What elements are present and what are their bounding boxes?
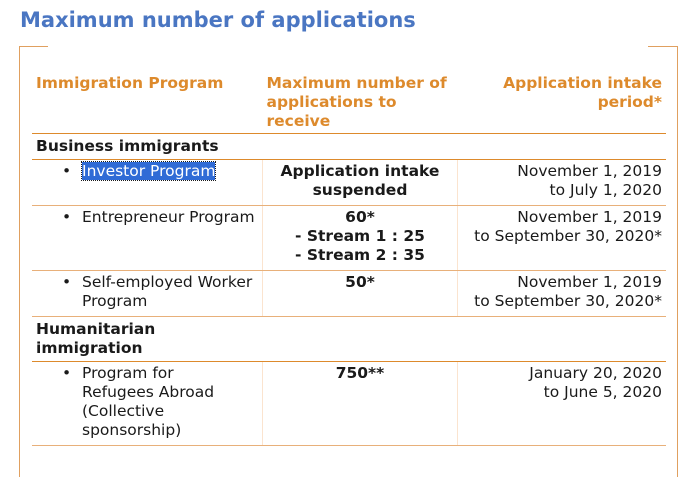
bullet-icon: •	[62, 364, 72, 382]
max-cell	[263, 160, 458, 206]
program-cell	[32, 362, 263, 446]
period-end: to June 5, 2020	[543, 383, 662, 401]
max-cell	[263, 206, 458, 271]
bullet-icon: •	[62, 273, 72, 291]
frame-gap	[48, 45, 648, 49]
period-end: to September 30, 2020*	[474, 227, 662, 245]
program-name: Self-employed Worker Program	[82, 273, 253, 310]
bullet-icon: •	[62, 208, 72, 226]
stream-1: - Stream 1 : 25	[295, 227, 425, 245]
period-end: to July 1, 2020	[549, 181, 662, 199]
max-value: 750**	[335, 364, 385, 382]
program-name: Entrepreneur Program	[82, 208, 255, 226]
header-row	[32, 73, 666, 134]
period-start: November 1, 2019	[517, 273, 662, 291]
table-row	[32, 271, 666, 317]
max-value: 50*	[345, 273, 375, 291]
period-cell	[458, 362, 667, 446]
header-program: Immigration Program	[32, 73, 263, 134]
program-cell	[32, 206, 263, 271]
max-value: Application intake suspended	[280, 162, 440, 199]
max-value: 60*	[345, 208, 375, 226]
period-end: to September 30, 2020*	[474, 292, 662, 310]
page-title: Maximum number of applications	[20, 8, 416, 32]
section-humanitarian: Humanitarian immigration	[36, 320, 156, 357]
period-cell	[458, 206, 667, 271]
header-period: Application intake period*	[458, 73, 667, 134]
applications-table	[32, 73, 666, 446]
table-row	[32, 206, 666, 271]
period-cell	[458, 271, 667, 317]
stream-2: - Stream 2 : 35	[295, 246, 425, 264]
investor-program-link[interactable]: Investor Program	[82, 162, 216, 180]
program-name: Program for Refugees Abroad (Collective sponsorship)	[82, 364, 215, 439]
table-row	[32, 160, 666, 206]
section-row	[32, 317, 666, 362]
max-cell	[263, 271, 458, 317]
table-frame	[19, 46, 678, 477]
period-cell	[458, 160, 667, 206]
section-row	[32, 134, 666, 160]
program-cell	[32, 160, 263, 206]
period-start: November 1, 2019	[517, 162, 662, 180]
max-cell	[263, 362, 458, 446]
period-start: January 20, 2020	[529, 364, 662, 382]
program-cell	[32, 271, 263, 317]
section-business: Business immigrants	[32, 134, 666, 160]
period-start: November 1, 2019	[517, 208, 662, 226]
bullet-icon: •	[62, 162, 72, 180]
table-row	[32, 362, 666, 446]
header-max: Maximum number of applications to receive	[263, 73, 458, 134]
